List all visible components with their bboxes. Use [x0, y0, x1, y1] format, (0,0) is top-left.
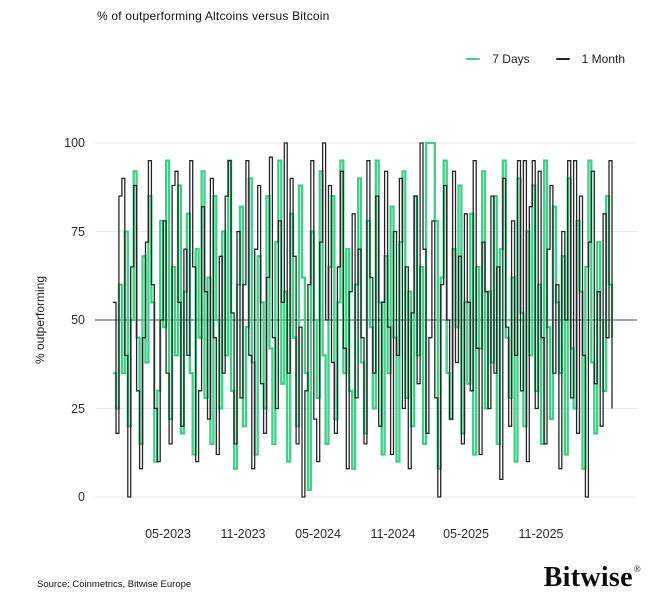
xtick-11-2024: 11-2024 [370, 527, 416, 541]
chart-title: % of outperforming Altcoins versus Bitcoin [97, 9, 330, 23]
y-axis-title: % outperforming [33, 275, 47, 365]
bitwise-logo [544, 562, 641, 594]
xtick-05-2024: 05-2024 [295, 527, 341, 541]
ytick-50: 50 [71, 313, 85, 327]
xtick-11-2023: 11-2023 [220, 527, 266, 541]
source-note: Source: Coinmetrics, Bitwise Europe [37, 579, 192, 590]
xtick-05-2025: 05-2025 [443, 527, 489, 541]
xtick-05-2023: 05-2023 [145, 527, 191, 541]
ytick-0: 0 [78, 490, 85, 504]
legend-label-1-month: 1 Month [581, 52, 625, 66]
ytick-100: 100 [64, 136, 85, 150]
legend-label-7-days: 7 Days [492, 52, 530, 66]
xtick-11-2025: 11-2025 [518, 527, 564, 541]
ytick-25: 25 [71, 402, 85, 416]
ytick-75: 75 [71, 225, 85, 239]
registered-trademark-icon: ® [633, 564, 641, 574]
bitwise-logo-text: Bitwise [543, 562, 633, 593]
